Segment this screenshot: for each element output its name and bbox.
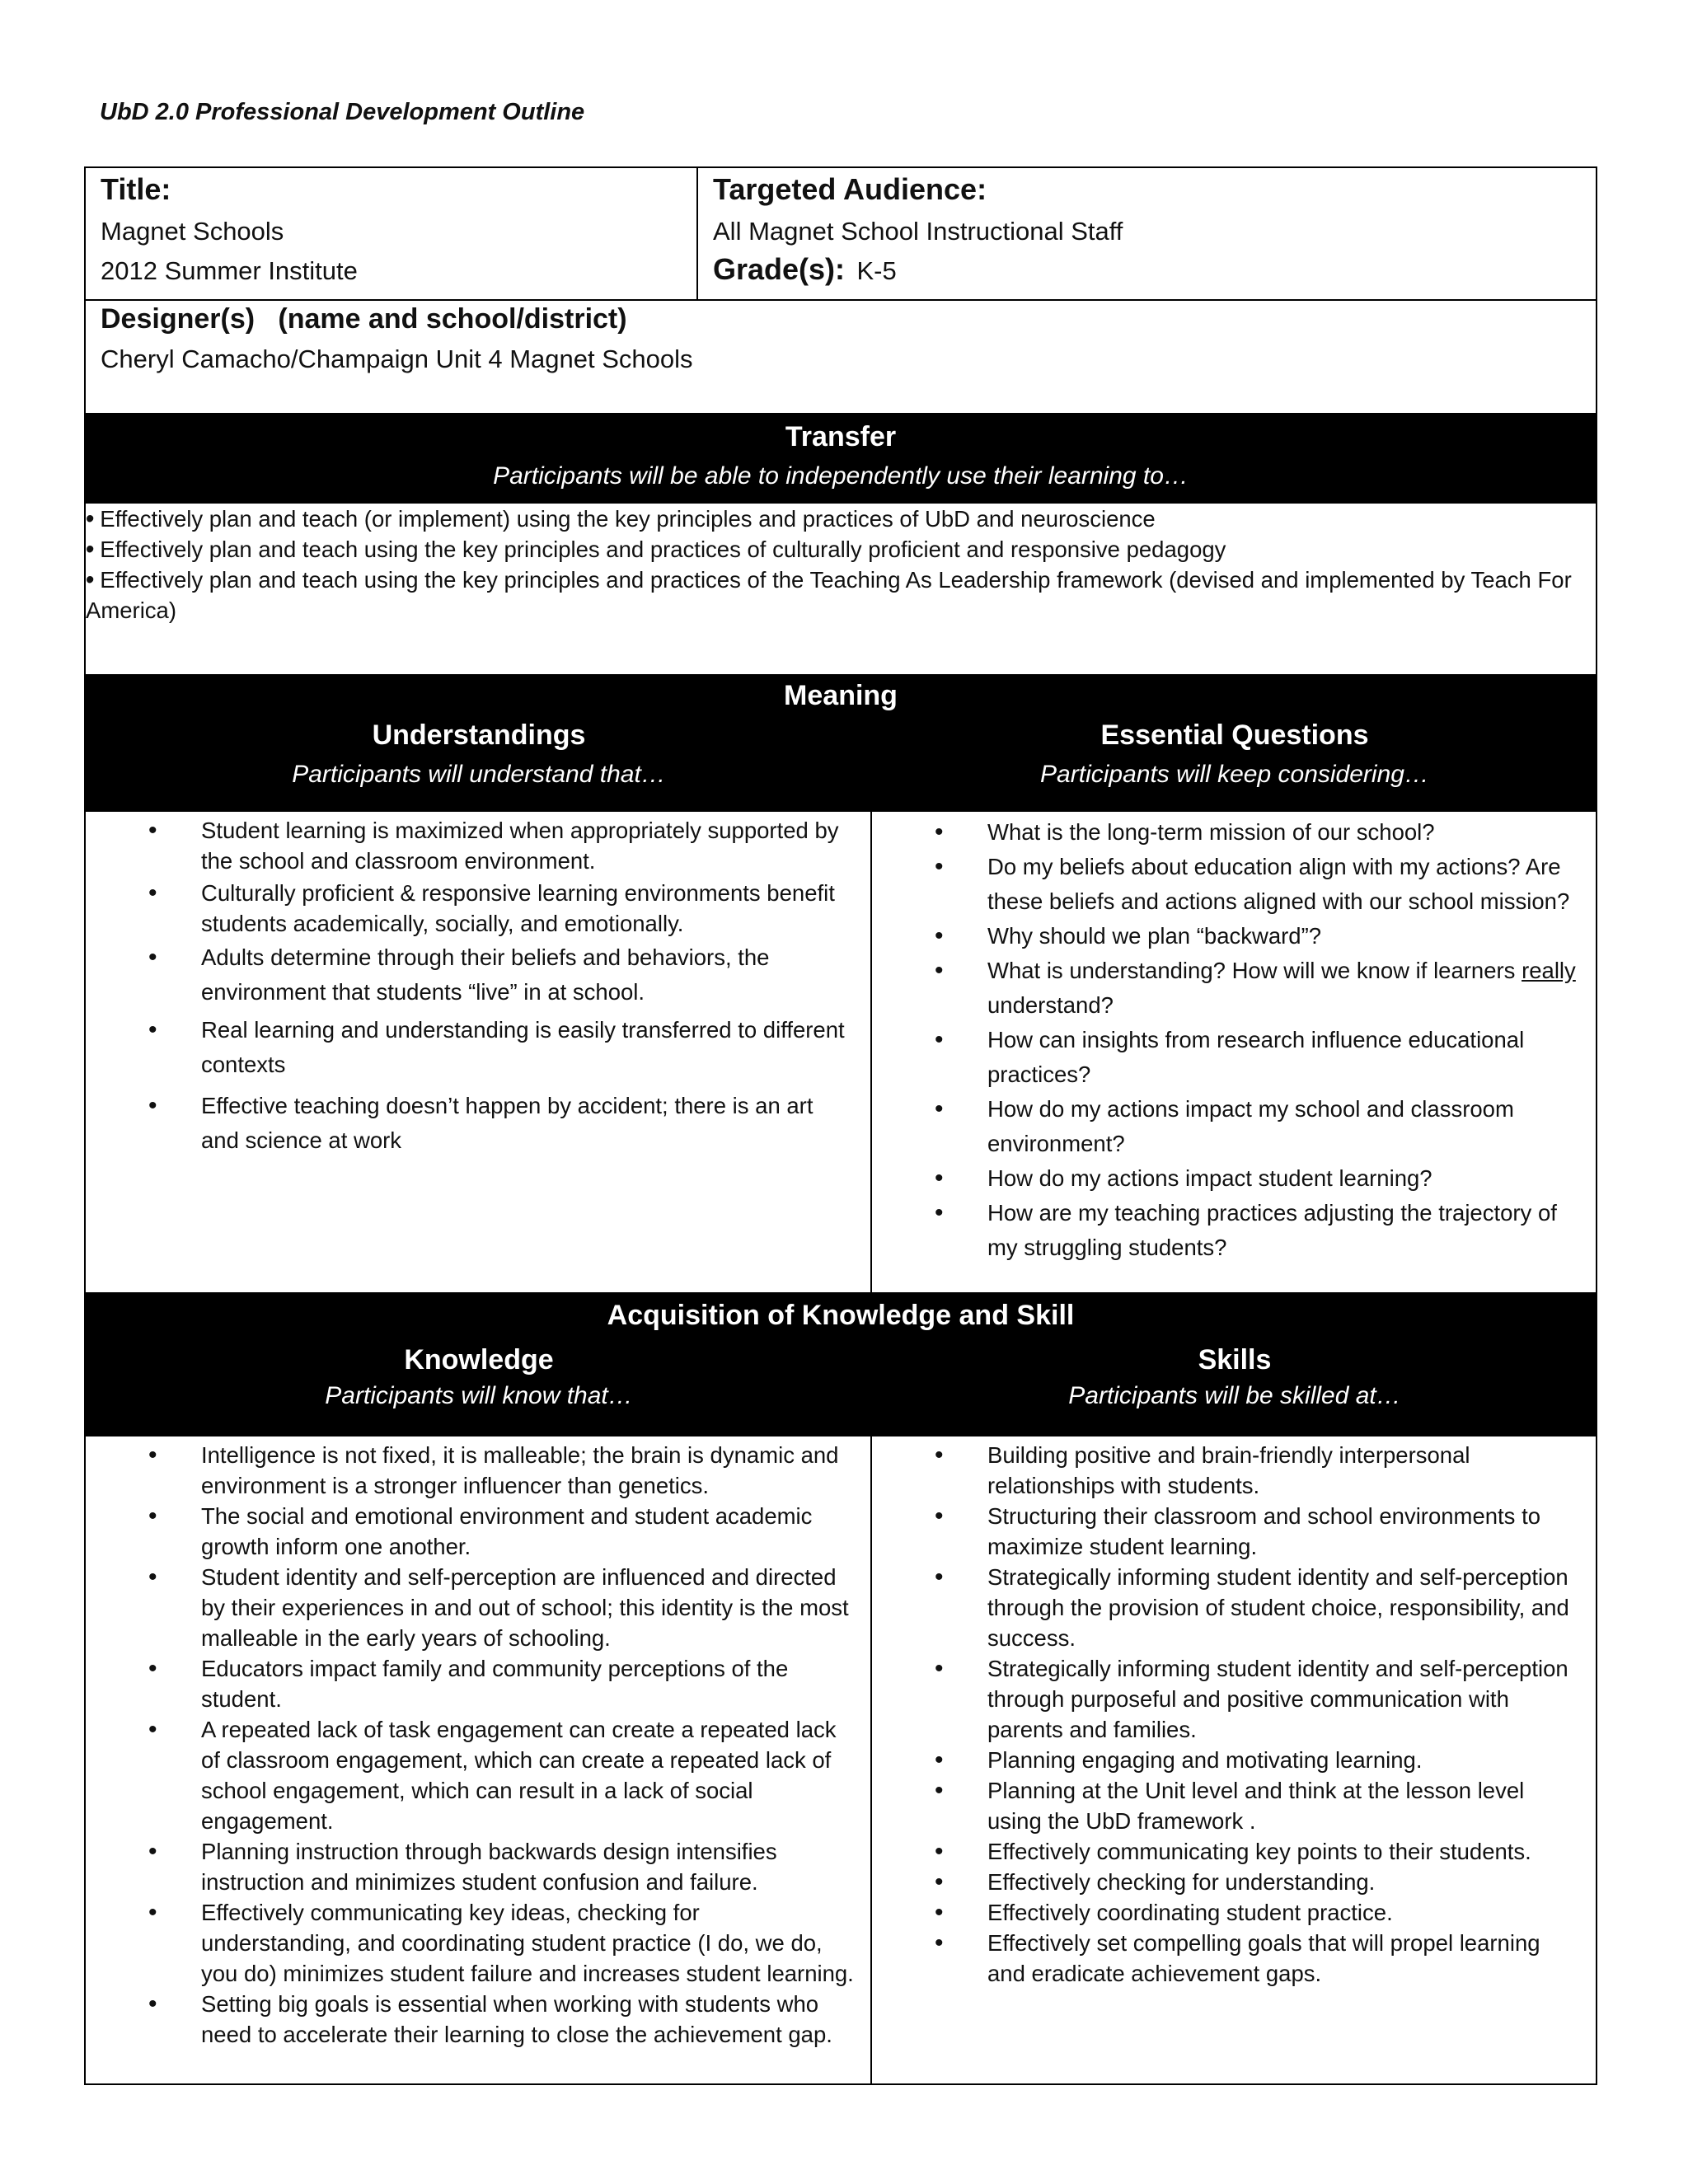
acquisition-band [86,1292,1596,1436]
list-item: • Culturally proficient & responsive learning environments benefit students academically, socially, and emotionally. [201,878,854,939]
title-line1: Magnet Schools [101,217,284,246]
document-heading: UbD 2.0 Professional Development Outline [100,99,585,125]
understandings-title: Understandings [372,719,586,751]
list-item: • Student learning is maximized when appropriately supported by the school and classroom environment. [201,815,854,876]
acquisition-body [86,1436,1596,2085]
designer-label: Designer(s) (name and school/district) [101,303,627,335]
list-item: • Planning engaging and motivating learning. [987,1745,1581,1775]
questions-column [872,812,1597,1292]
skills-header [872,1340,1597,1413]
questions-list [987,815,1581,1265]
list-item: • • Effectively plan and teach (or implement) using the key principles and practices of UbD and neuroscience [86,504,1596,534]
list-item [987,954,1581,1023]
skills-title: Skills [1198,1344,1272,1376]
understandings-header [86,715,872,794]
list-item: • • Effectively plan and teach using the key principles and practices of culturally proficient and responsive pedagogy [86,534,1596,565]
list-item: • Structuring their classroom and school environments to maximize student learning. [987,1501,1581,1562]
q4-text-2: understand? [987,992,1114,1018]
q4-underlined: really [1522,958,1576,983]
list-item: • Strategically informing student identity and self-perception through purposeful and positive communication with parents and families. [987,1653,1581,1745]
transfer-subtitle: Participants will be able to independently use their learning to… [493,462,1189,490]
knowledge-list [201,1440,854,2050]
list-item: • Intelligence is not fixed, it is malleable; the brain is dynamic and environment is a stronger influencer than genetics. [201,1440,854,1501]
designer-value: Cheryl Camacho/Champaign Unit 4 Magnet Schools [101,344,693,373]
list-item: • Why should we plan “backward”? [987,919,1581,954]
list-item: • Effective teaching doesn’t happen by accident; there is an art and science at work [201,1089,854,1158]
list-item: • The social and emotional environment and student academic growth inform one another. [201,1501,854,1562]
transfer-list [86,504,1596,674]
transfer-band [86,413,1596,504]
knowledge-column [86,1436,872,2085]
list-item: • Strategically informing student identity and self-perception through the provision of student choice, responsibility, and success. [987,1562,1581,1653]
list-item: • How can insights from research influence educational practices? [987,1023,1581,1092]
audience-cell [698,168,1597,299]
list-item: • How do my actions impact student learning? [987,1161,1581,1196]
skills-subtitle: Participants will be skilled at… [1068,1382,1401,1409]
list-item: • Adults determine through their beliefs and behaviors, the environment that students “live” in at school. [201,940,854,1010]
list-item: • Educators impact family and community perceptions of the student. [201,1653,854,1714]
skills-list [987,1440,1581,1989]
knowledge-subtitle: Participants will know that… [325,1382,633,1409]
outline-table [84,166,1597,2085]
list-item: • How do my actions impact my school and classroom environment? [987,1092,1581,1161]
list-item: • • Effectively plan and teach using the key principles and practices of the Teaching As Leadership framework (devised and implemented by Teach For America) [86,565,1596,626]
skills-column [872,1436,1597,2085]
questions-header [872,715,1597,794]
title-label: Title: [101,172,171,206]
understandings-column [86,812,872,1292]
title-row [86,168,1596,301]
list-item: • Setting big goals is essential when working with students who need to accelerate their learning to close the achievement gap. [201,1989,854,2050]
list-item: • Planning instruction through backwards design intensifies instruction and minimizes student confusion and failure. [201,1836,854,1897]
understandings-list [201,815,854,1158]
transfer-items [86,504,1596,626]
list-item: • Planning at the Unit level and think at the lesson level using the UbD framework . [987,1775,1581,1836]
meaning-band [86,674,1596,812]
grades-label: Grade(s): [713,252,846,287]
list-item: • A repeated lack of task engagement can create a repeated lack of classroom engagement, which can create a repeated lack of school engagement, which can result in a lack of social engagement. [201,1714,854,1836]
questions-title: Essential Questions [1100,719,1369,751]
designer-row [86,301,1596,413]
list-item: • Do my beliefs about education align with my actions? Are these beliefs and actions aligned with our school mission? [987,850,1581,919]
list-item: • How are my teaching practices adjusting the trajectory of my struggling students? [987,1196,1581,1265]
title-cell [86,168,698,299]
knowledge-header [86,1340,872,1413]
list-item: • Effectively set compelling goals that will propel learning and eradicate achievement gaps. [987,1928,1581,1989]
grades-value: K-5 [856,256,897,286]
list-item: • Effectively coordinating student practice. [987,1897,1581,1928]
knowledge-title: Knowledge [404,1344,554,1376]
grades-line [713,251,1597,291]
list-item: • Building positive and brain-friendly interpersonal relationships with students. [987,1440,1581,1501]
audience-value: All Magnet School Instructional Staff [713,217,1123,246]
list-item: • Effectively checking for understanding. [987,1867,1581,1897]
questions-subtitle: Participants will keep considering… [1040,761,1429,788]
list-item: • Effectively communicating key ideas, checking for understanding, and coordinating student practice (I do, we do, you do) minimizes student failure and increases student learning. [201,1897,854,1989]
understandings-subtitle: Participants will understand that… [292,761,666,788]
list-item: • Real learning and understanding is easily transferred to different contexts [201,1013,854,1082]
acquisition-title: Acquisition of Knowledge and Skill [607,1300,1075,1331]
list-item: • Effectively communicating key points to their students. [987,1836,1581,1867]
q4-text-1: What is understanding? How will we know if learners [987,958,1522,983]
meaning-title: Meaning [784,680,898,711]
audience-label: Targeted Audience: [713,172,987,206]
list-item: • Student identity and self-perception are influenced and directed by their experiences in and out of school; this identity is the most malleable in the early years of schooling. [201,1562,854,1653]
title-line2: 2012 Summer Institute [101,256,358,286]
list-item: • What is the long-term mission of our school? [987,815,1581,850]
transfer-title: Transfer [785,421,897,452]
meaning-body [86,812,1596,1292]
